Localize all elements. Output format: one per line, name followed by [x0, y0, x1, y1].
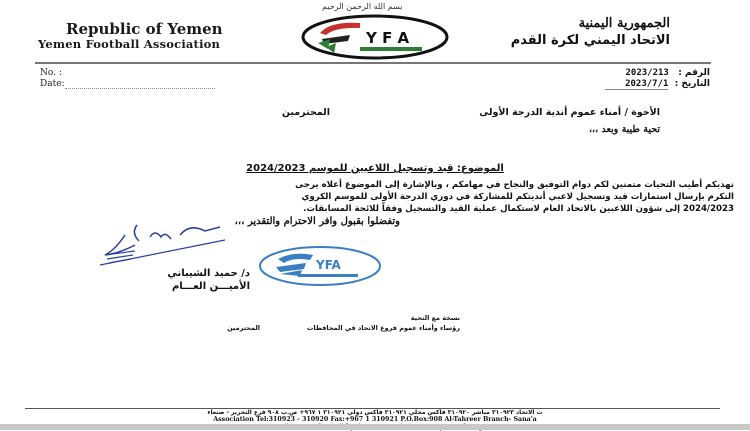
date-field-ar — [605, 79, 710, 89]
stamp-icon — [258, 245, 383, 287]
number-value: 2023/213 — [625, 68, 669, 78]
number-field-ar — [625, 68, 710, 78]
signatory-title: الأميـــن العـــام — [171, 281, 250, 292]
body-line-2: التكرم بإرسال استمارات قيد وتسجيل لاعبي أنديتكم للمشاركة في دوري الدرجة الأولى للموسم الكروي — [301, 192, 734, 202]
date-label-text: Date: — [40, 79, 65, 89]
page-bottom-band — [0, 424, 750, 430]
svg-text:Y F A: Y F A — [366, 29, 410, 47]
closing: وتفضلوا بقبول وافر الاحترام والتقدير ،،، — [234, 216, 400, 227]
copy-to-label: نسخة مع التحية — [410, 314, 460, 322]
yfa-logo-icon — [300, 13, 450, 61]
number-label-ar: الرقم : — [678, 68, 710, 78]
body-line-3: 2024/2023 إلى شؤون اللاعبين بالاتحاد العام لاستكمال عملية القيد والتسجيل وفقاً للائحة المسابقات. — [303, 204, 734, 214]
subject-line: الموضوع: قيد وتسجيل اللاعبين للموسم 2024/2023 — [246, 163, 504, 174]
recipient-honorific: المحترمين — [281, 107, 330, 118]
english-subtitle: Yemen Football Association — [38, 37, 221, 51]
yfa-logo — [300, 13, 450, 61]
svg-text:YFA: YFA — [316, 258, 341, 272]
signature-icon — [95, 215, 235, 275]
date-label-ar: التاريخ : — [674, 79, 710, 89]
greeting: تحية طيبة وبعد ،،، — [588, 124, 660, 135]
recipient: الأخوة / أمناء عموم أندية الدرجة الأولى — [479, 107, 660, 118]
footer-arabic: ت الاتحاد ٣١٠٩٢٣ مباشر ٣١٠٩٢٠ فاكس محلي ٣١٠٩٢١ فاكس دولي ٣١٠٩٢١ ١ ٩٦٧+ ص.ب ٩٠٨ فرع التحرير - صنعاء — [207, 409, 543, 416]
date-value: 2023/7/1 — [605, 79, 668, 90]
official-stamp — [258, 245, 383, 291]
body-line-1: نهديكم أطيب التحيات متمنين لكم دوام التوفيق والنجاح في مهامكم ، وبالإشارة إلى الموضوع أعلاه يرجى — [295, 180, 734, 190]
basmala: بسم الله الرحمن الرحيم — [322, 2, 403, 11]
signatory-name: د/ حميد الشيباني — [167, 268, 250, 279]
english-title: Republic of Yemen — [66, 20, 223, 38]
date-dotted-line — [65, 80, 215, 89]
number-label: No. : — [40, 68, 62, 78]
arabic-title: الجمهورية اليمنية — [578, 16, 670, 31]
footer-contact: Association Tel:310923 - 310920 Fax:+967 1 310921 P.O.Box:908 Al-Tahreer Branch- Sana'a — [213, 416, 537, 423]
arabic-subtitle: الاتحاد اليمني لكرة القدم — [510, 33, 670, 48]
copy-to-recipient: رؤساء وأمناء عموم فروع الاتحاد في المحافظات — [306, 324, 460, 332]
copy-to-honorific: المحترمين — [227, 324, 260, 332]
header-divider — [35, 62, 711, 64]
date-label-en — [40, 79, 215, 89]
